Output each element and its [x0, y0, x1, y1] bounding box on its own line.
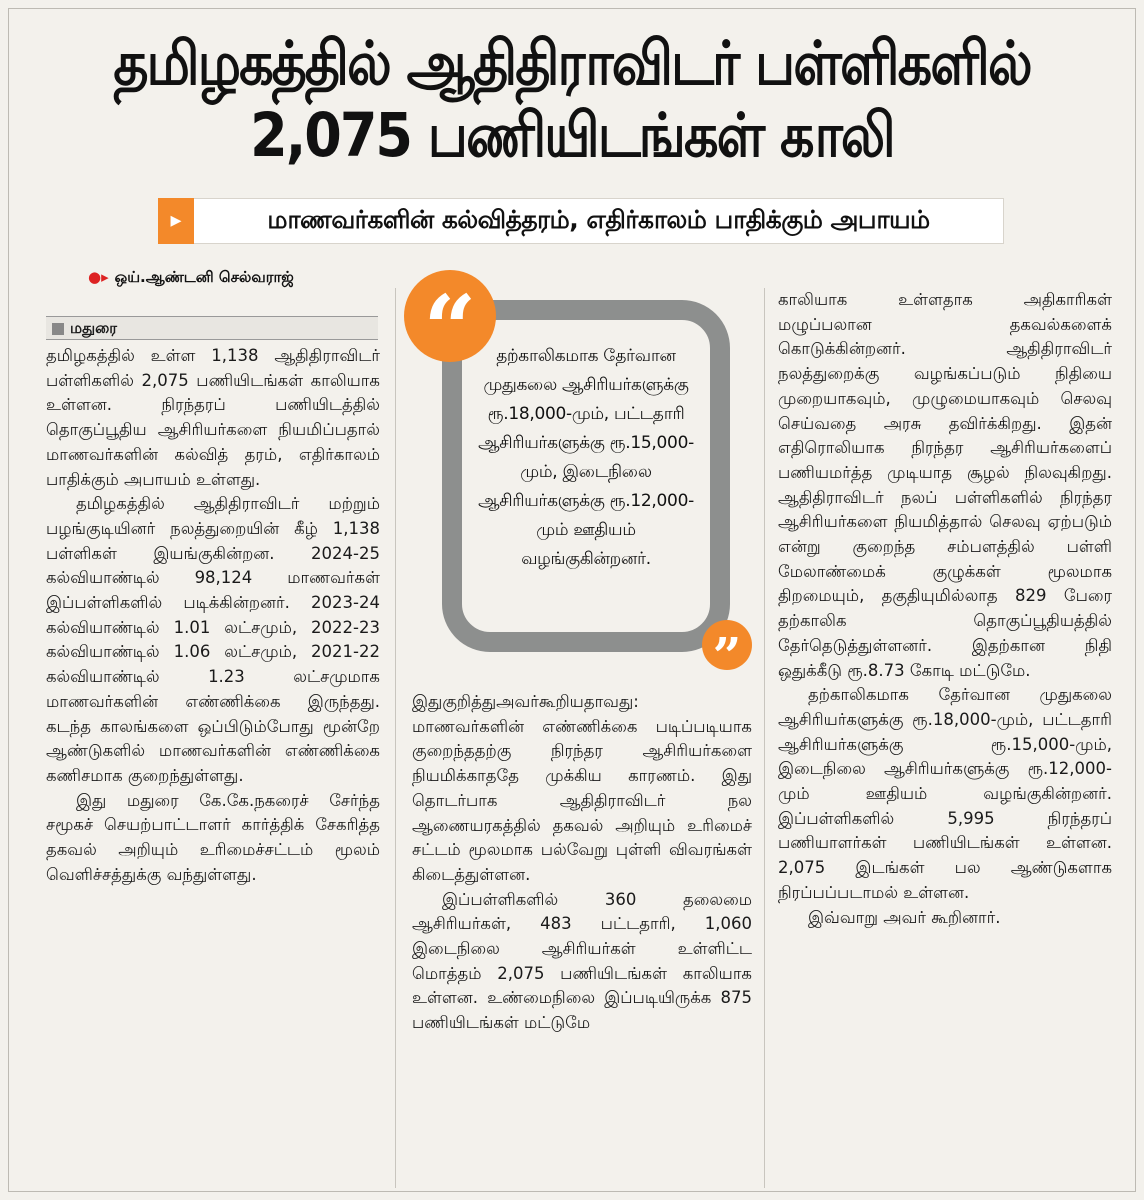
column-1: [46, 344, 380, 887]
column-2: [412, 690, 752, 1036]
author-name: ஒய்.ஆண்டனி செல்வராஜ்: [114, 268, 294, 286]
square-icon: [52, 323, 64, 335]
paragraph: இது மதுரை கே.கே.நகரைச் சேர்ந்த சமூகச் செயற்பாட்டாளர் கார்த்திக் சேகரித்த தகவல் அறியும் உரிமைச்சட்டம் மூலம் வெளிச்சத்துக்கு வந்துள்ளது.: [46, 790, 380, 884]
place-name: மதுரை: [70, 319, 118, 337]
paragraph: இப்பள்ளிகளில் 360 தலைமை ஆசிரியர்கள், 483 பட்டதாரி, 1,060 இடைநிலை ஆசிரியர்கள் உள்ளிட்ட மொத்தம் 2,075 பணியிடங்கள் காலியாக உள்ளன. உண்மைநிலை இப்படியிருக்க 875 பணியிடங்கள் மட்டுமே: [412, 889, 752, 1033]
subheadline-bar: [158, 198, 1004, 244]
headline-line-2: 2,075 பணியிடங்கள் காலி: [250, 100, 894, 171]
headline: [0, 28, 1144, 172]
close-quote-icon: ”: [702, 620, 752, 670]
column-divider: [395, 288, 396, 1188]
paragraph: தமிழகத்தில் ஆதிதிராவிடர் மற்றும் பழங்குடியினர் நலத்துறையின் கீழ் 1,138 பள்ளிகள் இயங்குகின்றன. 2024-25 கல்வியாண்டில் 98,124 மாணவர்கள் இப்பள்ளிகளில் படிக்கின்றனர். 2023-24 கல்வியாண்டில் 1.01 லட்சமும், 2022-23 கல்வியாண்டில் 1.06 லட்சமும், 2021-22 கல்வியாண்டில் 1.23 லட்சமுமாக மாணவர்களின் எண்ணிக்கை இருந்தது. கடந்த காலங்களை ஒப்பிடும்போது மூன்றே ஆண்டுகளில் மாணவர்களின் எண்ணிக்கை கணிசமாக குறைந்துள்ளது.: [46, 494, 380, 785]
column-divider: [764, 288, 765, 1188]
arrow-icon: ▸: [158, 198, 194, 244]
paragraph: தமிழகத்தில் உள்ள 1,138 ஆதிதிராவிடர் பள்ளிகளில் 2,075 பணியிடங்கள் காலியாக உள்ளன. நிரந்தரப் பணியிடத்தில் தொகுப்பூதிய ஆசிரியர்களை நியமிப்பதால் மாணவர்களின் கல்வித் தரம், எதிர்காலம் பாதிக்கும் அபாயம் உள்ளது.: [46, 346, 380, 489]
column-3: [778, 288, 1112, 930]
paragraph: தற்காலிகமாக தேர்வான முதுகலை ஆசிரியர்களுக்கு ரூ.18,000-மும், பட்டதாரி ஆசிரியர்களுக்கு ரூ.15,000-மும், இடைநிலை ஆசிரியர்களுக்கு ரூ.12,000-மும் ஊதியம் வழங்குகின்றனர். இப்பள்ளிகளில் 5,995 நிரந்தரப் பணியாளர்கள் பணியிடங்கள் உள்ளன. 2,075 இடங்கள் பல ஆண்டுகளாக நிரப்பப்படாமல் உள்ளன.: [778, 685, 1112, 902]
dateline: [46, 316, 378, 340]
paragraph: இதுகுறித்துஅவர்கூறியதாவது: மாணவர்களின் எண்ணிக்கை படிப்படியாக குறைந்ததற்கு நிரந்தர ஆசிரியர்களை நியமிக்காததே முக்கிய காரணம். இது தொடர்பாக ஆதிதிராவிடர் நல ஆணையரகத்தில் தகவல் அறியும் உரிமைச் சட்டம் மூலமாக பல்வேறு புள்ளி விவரங்கள் கிடைத்துள்ளன.: [412, 692, 752, 884]
headline-line-1: தமிழகத்தில் ஆதிதிராவிடர் பள்ளிகளில்: [113, 28, 1031, 99]
byline: [88, 268, 294, 288]
paragraph: இவ்வாறு அவர் கூறினார்.: [808, 907, 1001, 927]
subheadline: மாணவர்களின் கல்வித்தரம், எதிர்காலம் பாதிக்கும் அபாயம்: [267, 204, 930, 234]
pen-icon: ●▸: [88, 268, 109, 286]
paragraph: காலியாக உள்ளதாக அதிகாரிகள் மழுப்பலான தகவல்களைக் கொடுக்கின்றனர். ஆதிதிராவிடர் நலத்துறைக்கு வழங்கப்படும் நிதியை முறையாகவும், முழுமையாகவும் செலவு செய்வதை அரசு தவிர்க்கிறது. இதன் எதிரொலியாக நிரந்தர ஆசிரியர்களைப் பணியமர்த்த முடியாத சூழல் நிலவுகிறது. ஆதிதிராவிடர் நலப் பள்ளிகளில் நிரந்தர ஆசிரியர்களை நியமித்தால் செலவு ஏற்படும் என்று குறைந்த சம்பளத்தில் பள்ளி மேலாண்மைக் குழுக்கள் மூலமாக திறமையும், தகுதியுமில்லாத 829 பேரை தற்காலிக தொகுப்பூதியத்தில் தேர்தெடுத்துள்ளனர். இதற்கான நிதி ஒதுக்கீடு ரூ.8.73 கோடி மட்டுமே.: [778, 290, 1112, 680]
pull-quote-text: தற்காலிகமாக தேர்வான முதுகலை ஆசிரியர்களுக்கு ரூ.18,000-மும், பட்டதாரி ஆசிரியர்களுக்கு ரூ.15,000-மும், இடைநிலை ஆசிரியர்களுக்கு ரூ.12,000-மும் ஊதியம் வழங்குகின்றனர்.: [478, 346, 694, 569]
open-quote-icon: “: [404, 270, 496, 362]
